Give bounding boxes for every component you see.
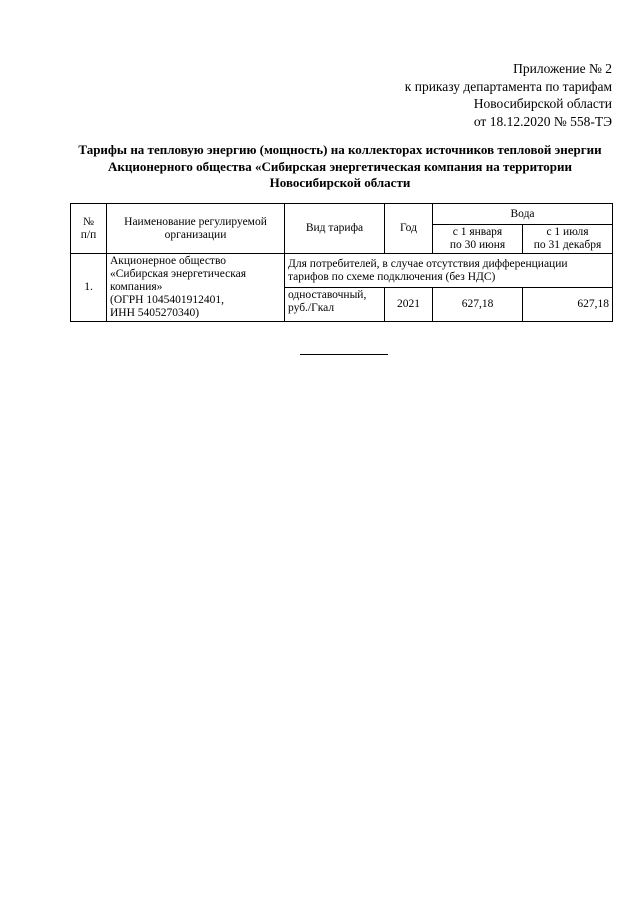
appendix-order-date: от 18.12.2020 № 558-ТЭ xyxy=(473,113,612,129)
row-organization: Акционерное общество «Сибирская энергетическая компания» (ОГРН 1045401912401, ИНН 5405270340) xyxy=(107,254,285,322)
header-period-2: с 1 июля по 31 декабря xyxy=(523,225,613,254)
table-row xyxy=(71,254,613,288)
title-line-2: Акционерного общества «Сибирская энергетическая компания на территории xyxy=(108,158,572,174)
row-tariff-type: одноставочный, руб./Гкал xyxy=(285,288,385,322)
title-line-3: Новосибирской области xyxy=(269,175,411,190)
header-period-1: с 1 января по 30 июня xyxy=(433,225,523,254)
row-value-period-2: 627,18 xyxy=(523,288,613,322)
row-value-period-1: 627,18 xyxy=(433,288,523,322)
header-num: № п/п xyxy=(71,204,107,254)
header-organization: Наименование регулируемой организации xyxy=(107,204,285,254)
row-year: 2021 xyxy=(385,288,433,322)
document-title xyxy=(60,142,620,192)
header-tariff-type: Вид тарифа xyxy=(285,204,385,254)
row-num: 1. xyxy=(71,254,107,322)
header-row-1 xyxy=(71,204,613,225)
appendix-header xyxy=(405,60,612,130)
title-line-1: Тарифы на тепловую энергию (мощность) на коллекторах источников тепловой энергии xyxy=(78,142,602,157)
tariff-table xyxy=(70,203,613,322)
row-consumers-note: Для потребителей, в случае отсутствия дифференциации тарифов по схеме подключения (без НДС) xyxy=(285,254,613,288)
appendix-region: Новосибирской области xyxy=(473,96,612,111)
appendix-order-ref: к приказу департамента по тарифам xyxy=(404,78,612,94)
end-divider xyxy=(300,354,388,355)
appendix-number: Приложение № 2 xyxy=(513,61,612,76)
header-year: Год xyxy=(385,204,433,254)
header-water: Вода xyxy=(433,204,613,225)
